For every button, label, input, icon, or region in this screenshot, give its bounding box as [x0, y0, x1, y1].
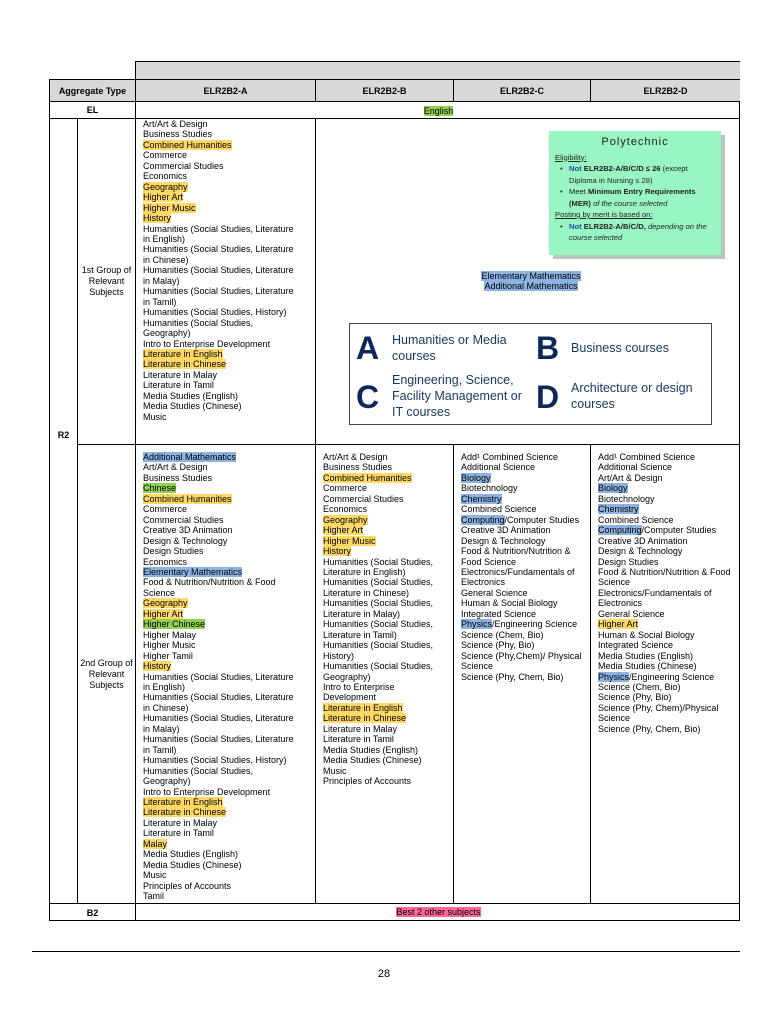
list-item: in Tamil) [143, 744, 177, 755]
list-item: Science (Phy, Chem, Bio) [461, 671, 564, 682]
list-item: Creative 3D Animation [461, 525, 551, 536]
list-item: Commerce [143, 150, 188, 161]
list-item: Economics [323, 504, 368, 515]
list-item: Additional Science [461, 462, 536, 473]
list-item: Creative 3D Animation [143, 525, 233, 536]
list-item: Higher Art [598, 619, 639, 630]
list-item: Science [461, 661, 494, 672]
list-item: Literature in Tamil [143, 828, 214, 839]
list-item: Combined Humanities [323, 472, 412, 483]
list-item: Humanities (Social Studies, Literature [143, 671, 294, 682]
list-item: Humanities (Social Studies, Literature [143, 692, 294, 703]
list-item: Art/Art & Design [143, 119, 208, 129]
list-item: Science (Chem, Bio) [461, 629, 544, 640]
list-item: Literature in Tamil [323, 734, 394, 745]
b2-label: B2 [49, 903, 135, 921]
list-item: Computing/Computer Studies [598, 525, 717, 536]
group1-col-a-list [143, 119, 294, 422]
list-item: Media Studies (Chinese) [143, 401, 242, 412]
additional-mathematics-item: Additional Mathematics [484, 281, 578, 291]
list-item: Food & Nutrition/Nutrition & [461, 546, 571, 557]
list-item: Science [598, 577, 631, 588]
el-label: EL [49, 101, 135, 118]
list-item: History [143, 661, 172, 672]
list-item: Economics [143, 556, 188, 567]
list-item: Geography) [323, 671, 371, 682]
list-item: Creative 3D Animation [598, 535, 688, 546]
elementary-mathematics-item: Elementary Mathematics [481, 271, 581, 281]
list-item: in English) [143, 233, 186, 244]
list-item: Science (Phy, Chem, Bio) [598, 723, 701, 734]
list-item: Biotechnology [598, 493, 655, 504]
list-item: Literature in Tamil [143, 380, 214, 391]
list-item: Literature in Malay) [323, 608, 401, 619]
group2-col-c-list [461, 452, 581, 682]
list-item: Science (Phy, Bio) [461, 640, 535, 651]
list-item: in Tamil) [143, 296, 177, 307]
group1-bcd-list [426, 271, 636, 291]
list-item: Science [143, 587, 176, 598]
list-item: Media Studies (English) [323, 744, 419, 755]
list-item: Commercial Studies [143, 514, 224, 525]
b2-value: Best 2 other subjects [396, 907, 481, 917]
list-item: Geography [143, 598, 188, 609]
list-item: Humanities (Social Studies, [143, 765, 254, 776]
list-item: Science (Phy, Bio) [598, 692, 672, 703]
list-item: Literature in Malay [323, 723, 398, 734]
list-item: Science (Phy,Chem)/ Physical [461, 650, 582, 661]
list-item: Higher Malay [143, 629, 197, 640]
list-item: Commercial Studies [323, 493, 404, 504]
polytechnic-title: Polytechnic [601, 136, 669, 148]
list-item: Literature in Chinese) [323, 587, 410, 598]
list-item: Business Studies [143, 472, 213, 483]
list-item: Literature in English [143, 796, 223, 807]
list-item: Electronics/Fundamentals of [461, 566, 575, 577]
group2-col-d-list [598, 452, 731, 734]
list-item: Food Science [461, 556, 517, 567]
list-item: Literature in Malay [143, 817, 218, 828]
list-item: Science [598, 713, 631, 724]
list-item: Science (Chem, Bio) [598, 681, 681, 692]
list-item: Electronics [461, 577, 506, 588]
group2-col-c [453, 444, 590, 903]
list-item: Intro to Enterprise Development [143, 786, 271, 797]
group2-col-a-list [143, 452, 294, 901]
group1-col-a [135, 118, 315, 444]
list-item: Humanities (Social Studies, History) [143, 307, 287, 318]
list-item: General Science [461, 587, 528, 598]
list-item: Higher Tamil [143, 650, 193, 661]
list-item: Humanities (Social Studies, Literature [143, 244, 294, 255]
list-item: Business Studies [143, 129, 213, 140]
list-item: Humanities (Social Studies, [323, 577, 434, 588]
legend-letter-a: A [356, 330, 380, 366]
list-item: Music [143, 870, 167, 881]
column-header-a: ELR2B2-A [135, 79, 315, 101]
list-item: Media Studies (English) [143, 390, 239, 401]
list-item: Higher Art [143, 192, 184, 203]
list-item: Media Studies (Chinese) [143, 859, 242, 870]
list-item: Higher Music [143, 202, 196, 213]
list-item: Media Studies (English) [598, 650, 694, 661]
list-item: Design & Technology [598, 546, 683, 557]
legend-letter-b: B [536, 330, 560, 366]
legend-text-d: Architecture or design courses [571, 381, 693, 411]
list-item: Food & Nutrition/Nutrition & Food [598, 566, 731, 577]
list-item: Art/Art & Design [598, 472, 663, 483]
list-item: Biology [461, 472, 491, 483]
b2-row [135, 903, 740, 921]
list-item: Humanities (Social Studies, Literature [143, 286, 294, 297]
list-item: Chemistry [461, 493, 502, 504]
list-item: Humanities (Social Studies, [143, 317, 254, 328]
group2-col-b-list [323, 452, 433, 787]
course-type-legend [349, 323, 712, 425]
el-value: English [423, 106, 454, 116]
list-item: Art/Art & Design [323, 452, 388, 462]
list-item: Humanities (Social Studies, Literature [143, 734, 294, 745]
group1-label: 1st Group of Relevant Subjects [77, 118, 135, 444]
list-item: Development [323, 692, 377, 703]
column-header-d: ELR2B2-D [590, 79, 740, 101]
posting-bullet: • Not ELR2B2-A/B/C/D, depending on the course selected [569, 221, 715, 244]
list-item: Integrated Science [598, 640, 674, 651]
list-item: Music [323, 765, 347, 776]
group2-col-a [135, 444, 315, 903]
list-item: Higher Art [323, 525, 364, 536]
list-item: Geography [143, 181, 188, 192]
list-item: Higher Music [143, 640, 196, 651]
list-item: Higher Chinese [143, 619, 206, 630]
list-item: Human & Social Biology [598, 629, 695, 640]
list-item: Intro to Enterprise Development [143, 338, 271, 349]
list-item: Economics [143, 171, 188, 182]
list-item: Malay [143, 838, 168, 849]
list-item: Tamil [143, 891, 165, 902]
eligibility-bullet-2: • Meet Minimum Entry Requirements (MER) of the course selected [569, 186, 715, 209]
polytechnic-note [549, 131, 721, 255]
list-item: History [143, 213, 172, 224]
list-item: Geography [323, 514, 368, 525]
legend-letter-c: C [356, 379, 380, 415]
list-item: Intro to Enterprise [323, 681, 395, 692]
list-item: Design Studies [143, 546, 204, 557]
list-item: Humanities (Social Studies, Literature [143, 223, 294, 234]
list-item: Physics/Engineering Science [461, 619, 578, 630]
list-item: Add¹ Combined Science [598, 452, 696, 462]
list-item: Humanities (Social Studies, [323, 598, 434, 609]
column-header-b: ELR2B2-B [315, 79, 453, 101]
list-item: Design & Technology [143, 535, 228, 546]
list-item: Humanities (Social Studies, [323, 556, 434, 567]
list-item: History [323, 546, 352, 557]
footer-rule [32, 951, 740, 952]
list-item: Physics/Engineering Science [598, 671, 715, 682]
list-item: in English) [143, 681, 186, 692]
r2-cell [49, 118, 77, 903]
list-item: Humanities (Social Studies, Literature [143, 713, 294, 724]
page-number: 28 [377, 968, 391, 980]
list-item: History) [323, 650, 354, 661]
list-item: Music [143, 411, 167, 422]
list-item: Geography) [143, 776, 191, 787]
list-item: Integrated Science [461, 608, 537, 619]
list-item: Design Studies [598, 556, 659, 567]
group2-label: 2nd Group of Relevant Subjects [77, 444, 135, 903]
column-header-c: ELR2B2-C [453, 79, 590, 101]
list-item: General Science [598, 608, 665, 619]
list-item: Commercial Studies [143, 160, 224, 171]
list-item: Electronics [598, 598, 643, 609]
list-item: Principles of Accounts [143, 880, 232, 891]
list-item: in Chinese) [143, 254, 189, 265]
legend-text-a: Humanities or Media courses [392, 333, 507, 363]
list-item: Humanities (Social Studies, Literature [143, 265, 294, 276]
list-item: Humanities (Social Studies, History) [143, 755, 287, 766]
list-item: Humanities (Social Studies, [323, 661, 434, 672]
legend-letter-d: D [536, 379, 560, 415]
list-item: Art/Art & Design [143, 462, 208, 473]
list-item: Media Studies (Chinese) [323, 755, 422, 766]
eligibility-label: Eligibility: [555, 152, 587, 162]
list-item: Biotechnology [461, 483, 518, 494]
list-item: Geography) [143, 328, 191, 339]
list-item: Food & Nutrition/Nutrition & Food [143, 577, 276, 588]
posting-label: Posting by merit is based on: [555, 210, 653, 219]
list-item: Additional Mathematics [143, 452, 237, 462]
list-item: Humanities (Social Studies, [323, 619, 434, 630]
list-item: Literature in Chinese [143, 807, 227, 818]
list-item: Literature in Tamil) [323, 629, 397, 640]
list-item: Chinese [143, 483, 177, 494]
legend-text-c: Engineering, Science, Facility Management or IT courses [392, 373, 522, 419]
list-item: Elementary Mathematics [143, 566, 243, 577]
list-item: Add¹ Combined Science [461, 452, 559, 462]
list-item: Humanities (Social Studies, [323, 640, 434, 651]
list-item: Biology [598, 483, 628, 494]
list-item: Design & Technology [461, 535, 546, 546]
r2-label: R2 [57, 430, 70, 440]
list-item: Chemistry [598, 504, 639, 515]
list-item: Human & Social Biology [461, 598, 558, 609]
list-item: Literature in Chinese [143, 359, 227, 370]
group2-col-d [590, 444, 740, 903]
list-item: Combined Science [461, 504, 537, 515]
list-item: Combined Humanities [143, 139, 232, 150]
list-item: Media Studies (English) [143, 849, 239, 860]
list-item: Commerce [323, 483, 368, 494]
list-item: Science (Phy, Chem)/Physical [598, 702, 719, 713]
table-title-bar [135, 61, 740, 79]
list-item: Literature in English [143, 348, 223, 359]
list-item: Commerce [143, 504, 188, 515]
list-item: Computing/Computer Studies [461, 514, 580, 525]
list-item: Higher Music [323, 535, 376, 546]
list-item: Additional Science [598, 462, 673, 473]
legend-text-b: Business courses [571, 341, 669, 355]
el-row [135, 101, 740, 118]
list-item: Literature in English [323, 702, 403, 713]
list-item: Combined Science [598, 514, 674, 525]
list-item: Media Studies (Chinese) [598, 661, 697, 672]
list-item: in Malay) [143, 723, 180, 734]
group2-col-b [315, 444, 453, 903]
list-item: in Malay) [143, 275, 180, 286]
aggregate-type-header: Aggregate Type [49, 79, 135, 101]
list-item: Business Studies [323, 462, 393, 473]
list-item: Higher Art [143, 608, 184, 619]
list-item: Literature in English) [323, 566, 406, 577]
list-item: Principles of Accounts [323, 776, 412, 787]
list-item: in Chinese) [143, 702, 189, 713]
list-item: Combined Humanities [143, 493, 232, 504]
list-item: Electronics/Fundamentals of [598, 587, 712, 598]
eligibility-bullet-1: • Not ELR2B2-A/B/C/D ≤ 26 (except Diploma in Nursing ≤ 28) [569, 163, 715, 186]
list-item: Literature in Malay [143, 369, 218, 380]
list-item: Literature in Chinese [323, 713, 407, 724]
